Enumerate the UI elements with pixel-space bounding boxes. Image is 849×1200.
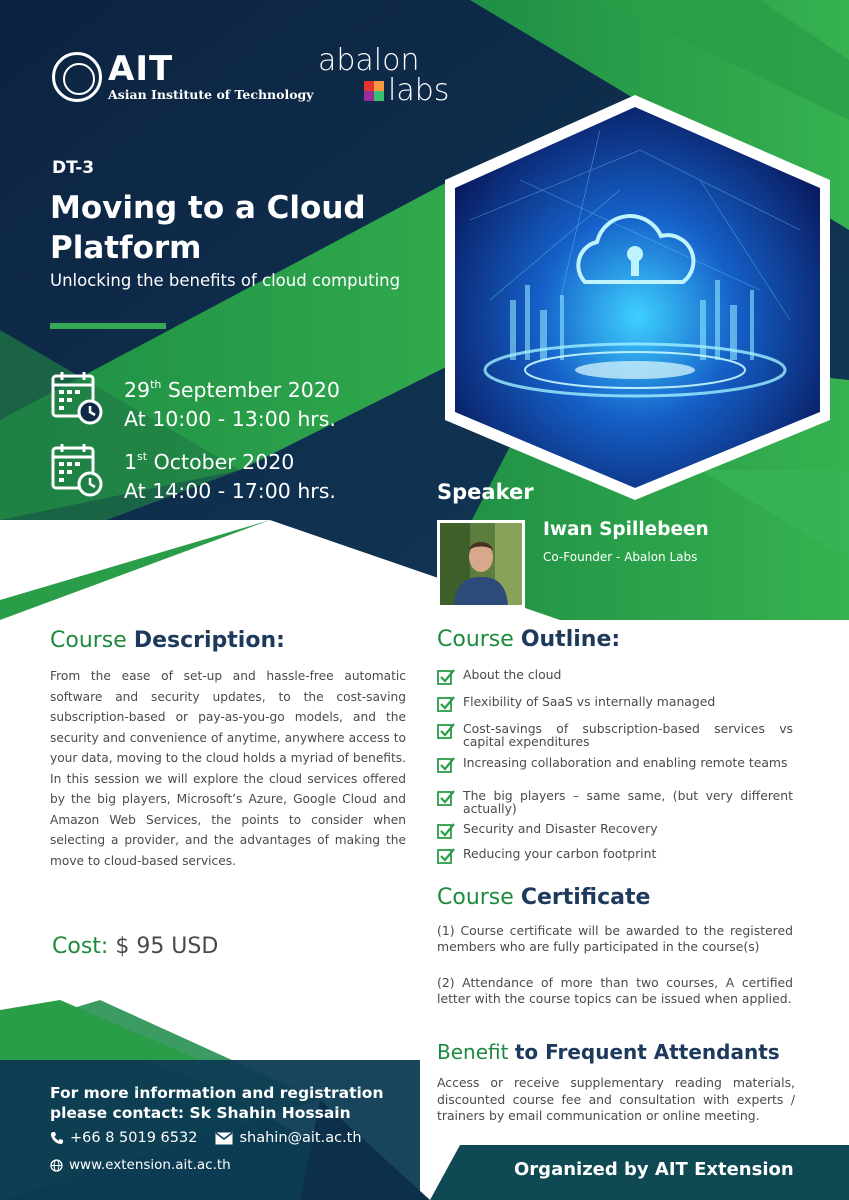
description-text: From the ease of set-up and hassle-free automatic software and security updates, to the cost-saving subscription-based or pay-as-you-go models, and the security and convenience of anytime, anywhere access to your data, moving to the cloud holds a myriad of benefits. In this session we will explore the cloud services offered by the big players, Microsoft’s Azure, Google Cloud and Amazon Web Services, the points to consider when selecting a provider, and the advantages of making the move to cloud-based services.: [50, 669, 406, 868]
page-title: Moving to a Cloud Platform: [50, 190, 366, 266]
session-1: [50, 370, 340, 434]
session-day: 29: [124, 378, 151, 402]
ait-logo: [52, 48, 314, 102]
speaker-heading: Speaker: [437, 480, 534, 504]
speaker-photo: [437, 520, 525, 608]
globe-icon: [50, 1159, 63, 1172]
abalon-labs-logo: [318, 43, 450, 108]
contact-email[interactable]: shahin@ait.ac.th: [239, 1130, 362, 1146]
description-heading: [50, 628, 285, 653]
contact-heading: For more information and registration please contact: Sk Shahin Hossain: [50, 1084, 384, 1122]
check-box-icon: [437, 695, 455, 712]
list-item: Security and Disaster Recovery: [437, 822, 793, 847]
check-box-icon: [437, 822, 455, 839]
ait-seal-icon: [52, 52, 102, 102]
session-time: At 10:00 - 13:00 hrs.: [124, 407, 336, 431]
list-item: About the cloud: [437, 668, 793, 695]
heading-light: Benefit: [437, 1040, 515, 1064]
ait-abbrev: AIT: [108, 48, 174, 89]
check-box-icon: [437, 668, 455, 685]
check-box-icon: [437, 756, 455, 773]
session-month-year: October 2020: [153, 450, 295, 474]
heading-bold: Outline:: [520, 627, 621, 652]
website-row: [50, 1157, 231, 1173]
ait-name: Asian Institute of Technology: [108, 86, 314, 102]
speaker-role: Co-Founder - Abalon Labs: [543, 550, 698, 564]
cost-label: Cost:: [52, 934, 109, 959]
session-day: 1: [124, 450, 138, 474]
heading-light: Course: [50, 628, 134, 653]
heading-bold: Description:: [133, 628, 285, 653]
list-item: Flexibility of SaaS vs internally managed: [437, 695, 793, 722]
benefit-text: Access or receive supplementary reading materials, discounted course fee and consultation with experts / trainers by email communication or online meeting.: [437, 1075, 795, 1123]
divider: [50, 323, 166, 329]
mail-icon: [215, 1132, 233, 1145]
event-code: DT-3: [52, 158, 95, 178]
check-box-icon: [437, 847, 455, 864]
cost: [52, 934, 218, 959]
contact-website[interactable]: www.extension.ait.ac.th: [69, 1157, 231, 1173]
certificate-item-1: (1) Course certificate will be awarded to the registered members who are fully participated in the course(s): [437, 923, 793, 954]
heading-bold: Certificate: [520, 885, 651, 910]
contact-phone[interactable]: +66 8 5019 6532: [70, 1130, 198, 1146]
session-day-suffix: st: [137, 450, 148, 463]
phone-icon: [50, 1131, 64, 1145]
list-item: Reducing your carbon footprint: [437, 847, 793, 872]
session-month-year: September 2020: [167, 378, 340, 402]
check-box-icon: [437, 722, 455, 739]
list-item: Cost-savings of subscription-based services vs capital expenditures: [437, 722, 793, 756]
calendar-clock-icon: [50, 442, 104, 498]
session-day-suffix: th: [150, 378, 162, 391]
session-2: [50, 442, 336, 506]
heading-light: Course: [437, 627, 521, 652]
heading-light: Course: [437, 885, 521, 910]
outline-list: [437, 668, 793, 872]
heading-bold: to Frequent Attendants: [514, 1040, 780, 1064]
outline-heading: [437, 627, 620, 652]
organizer: Organized by AIT Extension: [514, 1159, 794, 1180]
session-time: At 14:00 - 17:00 hrs.: [124, 479, 336, 503]
partner-line1: abalon: [318, 43, 420, 78]
certificate-heading: [437, 885, 650, 910]
certificate-item-2: (2) Attendance of more than two courses, A certified letter with the course topics can be issued when applied.: [437, 975, 793, 1006]
list-item: The big players – same same, (but very different actually): [437, 789, 793, 822]
speaker-name: Iwan Spillebeen: [543, 519, 709, 540]
check-box-icon: [437, 789, 455, 806]
contact-row: [50, 1130, 380, 1146]
list-item: Increasing collaboration and enabling remote teams: [437, 756, 793, 789]
cost-value: $ 95 USD: [115, 934, 219, 959]
abalon-squares-icon: [364, 81, 384, 101]
calendar-clock-icon: [50, 370, 104, 426]
benefit-heading: [437, 1040, 780, 1064]
page-subtitle: Unlocking the benefits of cloud computing: [50, 271, 401, 290]
partner-line2: labs: [388, 73, 450, 108]
